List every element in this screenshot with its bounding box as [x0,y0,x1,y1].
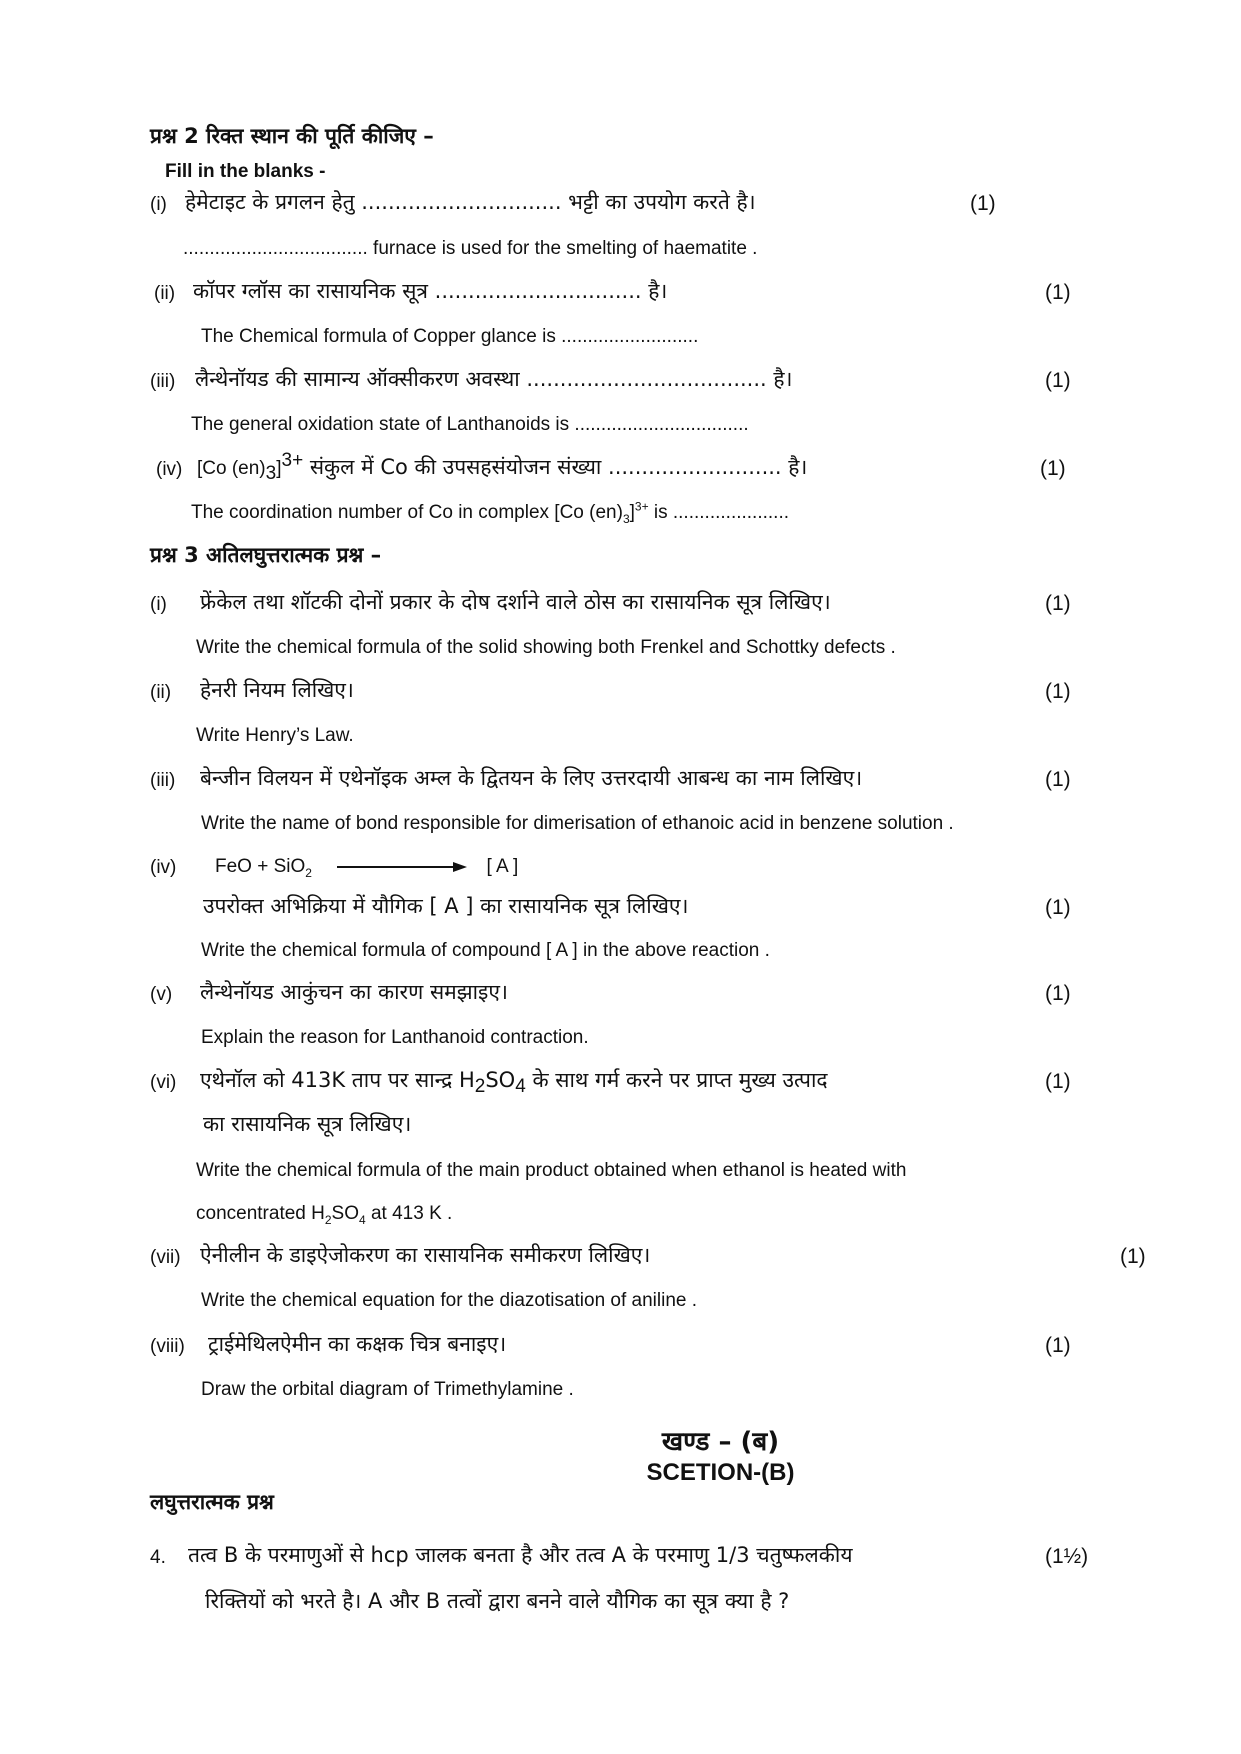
reaction-equation [215,856,518,879]
q3-ii-english: Write Henry’s Law. [196,725,354,746]
q3-iii-english: Write the name of bond responsible for dimerisation of ethanoic acid in benzene solution . [201,813,954,834]
q3-i-english: Write the chemical formula of the solid showing both Frenkel and Schottky defects . [196,637,896,658]
q2-i-hindi: हेमेटाइट के प्रगलन हेतु .............................. भट्टी का उपयोग करते है। [185,190,756,214]
q3-vi-hindi-line1: एथेनॉल को 413K ताप पर सान्द्र $H_2SO_4$ के साथ गर्म करने पर प्राप्त मुख्य उत्पाद [200,1068,828,1098]
q2-iii-hindi: लैन्थेनॉयड की सामान्य ऑक्सीकरण अवस्था .................................... है। [195,367,793,391]
q2-heading: प्रश्न 2 रिक्त स्थान की पूर्ति कीजिए – [150,124,434,148]
q3-vi-hindi-line2: का रासायनिक सूत्र लिखिए। [203,1112,412,1136]
q2-iii-mark: (1) [1045,369,1071,392]
q2-iii-english: The general oxidation state of Lanthanoids is ................................. [191,414,749,435]
q4-line1: तत्व B के परमाणुओं से hcp जालक बनता है और तत्व A के परमाणु 1/3 चतुष्फलकीय [188,1543,853,1567]
reaction-product: [ A ] [486,856,519,877]
q3-vii-english: Write the chemical equation for the diazotisation of aniline . [201,1290,698,1311]
q3-ii-number: (ii) [150,682,172,703]
q3-v-mark: (1) [1045,982,1071,1005]
q2-ii-mark: (1) [1045,281,1071,304]
q3-viii-hindi: ट्राईमेथिलऐमीन का कक्षक चित्र बनाइए। [208,1332,507,1356]
q3-vi-mark: (1) [1045,1070,1071,1093]
q3-iv-mark: (1) [1045,896,1071,919]
q3-viii-number: (viii) [150,1336,185,1357]
q2-i-number: (i) [150,194,167,215]
q3-viii-english: Draw the orbital diagram of Trimethylamine . [201,1379,574,1400]
q3-iv-hindi: उपरोक्त अभिक्रिया में यौगिक [ A ] का रासायनिक सूत्र लिखिए। [203,894,689,918]
q2-i-mark: (1) [970,192,996,215]
q4-number: 4. [150,1547,166,1568]
q2-ii-english: The Chemical formula of Copper glance is .......................... [201,326,699,347]
section-b-title-english: SCETION-(B) [646,1459,795,1486]
q3-vi-number: (vi) [150,1072,177,1093]
q3-i-number: (i) [150,594,167,615]
q2-iv-hindi: [Co $(en)_3]^{3+}$ संकुल में Co की उपसहसंयोजन संख्या .......................... है। [197,450,808,485]
q2-ii-number: (ii) [154,283,176,304]
reaction-reactants: FeO + SiO$_2$ [215,856,312,880]
q2-ii-hindi: कॉपर ग्लॉस का रासायनिक सूत्र ............................... है। [193,279,668,303]
q2-subheading: Fill in the blanks - [165,161,326,182]
q3-i-hindi: फ्रेंकेल तथा शॉटकी दोनों प्रकार के दोष दर्शाने वाले ठोस का रासायनिक सूत्र लिखिए। [200,590,831,614]
q3-i-mark: (1) [1045,592,1071,615]
q2-iv-number: (iv) [156,459,183,480]
q3-iii-hindi: बेन्जीन विलयन में एथेनॉइक अम्ल के द्वितयन के लिए उत्तरदायी आबन्ध का नाम लिखिए। [200,766,863,790]
q3-v-english: Explain the reason for Lanthanoid contraction. [201,1027,589,1048]
q3-vii-hindi: ऐनीलीन के डाइऐजोकरण का रासायनिक समीकरण लिखिए। [200,1243,651,1267]
q2-i-english: ................................... furnace is used for the smelting of haematite . [183,238,758,259]
q3-ii-mark: (1) [1045,680,1071,703]
reaction-arrow-icon [337,860,467,874]
q3-viii-mark: (1) [1045,1334,1071,1357]
q3-v-number: (v) [150,984,173,1005]
section-b-title-hindi: खण्ड – (ब) [661,1427,780,1457]
q3-vii-mark: (1) [1120,1245,1146,1268]
q3-vi-english-line1: Write the chemical formula of the main product obtained when ethanol is heated with [196,1160,907,1181]
q3-iv-number: (iv) [150,857,177,878]
q3-iii-mark: (1) [1045,768,1071,791]
q3-vi-english-line2: concentrated $H_2SO_4$ at 413 K . [196,1203,453,1227]
short-answer-heading: लघुत्तरात्मक प्रश्न [150,1490,274,1514]
q2-iv-mark: (1) [1040,457,1066,480]
q3-v-hindi: लैन्थेनॉयड आकुंचन का कारण समझाइए। [200,980,508,1004]
q4-line2: रिक्तियों को भरते है। A और B तत्वों द्वारा बनने वाले यौगिक का सूत्र क्या है ? [205,1589,790,1613]
q3-iii-number: (iii) [150,770,176,791]
q4-mark: (1½) [1045,1545,1089,1568]
q3-iv-english: Write the chemical formula of compound [ A ] in the above reaction . [201,940,770,961]
q2-iii-number: (iii) [150,371,176,392]
q3-ii-hindi: हेनरी नियम लिखिए। [200,678,354,702]
q2-iv-english: The coordination number of Co in complex [Co $(en)_3]^{3+}$ is ...................... [191,499,790,526]
q3-heading: प्रश्न 3 अतिलघुत्तरात्मक प्रश्न – [150,543,382,567]
q3-vii-number: (vii) [150,1247,181,1268]
